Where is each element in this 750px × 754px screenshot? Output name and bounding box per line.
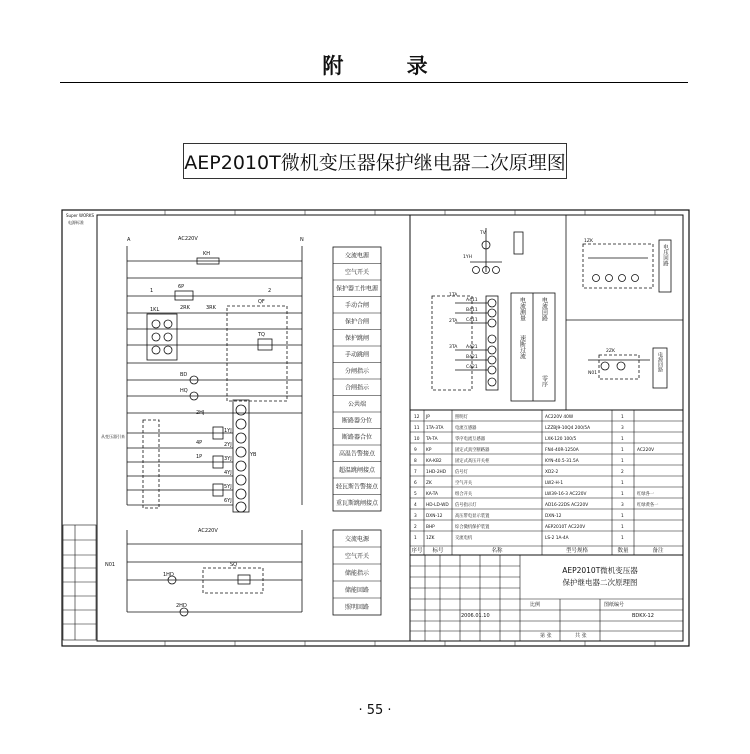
cell-qty: 1 (621, 492, 624, 497)
func-breaker-open: 断路器分位 (341, 417, 373, 425)
cell-qty: 3 (621, 426, 624, 431)
cell-tag: KP (426, 448, 432, 453)
cell-name: 综合微机保护装置 (455, 525, 490, 530)
right-label-n01: N01 (588, 371, 598, 376)
cell-tag: 1TA-3TA (426, 426, 444, 431)
func-ac-supply: 交流电源 (344, 252, 370, 260)
cell-index: 10 (414, 437, 420, 442)
title-block-name-line2: 保护继电器二次原理图 (562, 578, 638, 587)
ct-label-b411: B411 (466, 308, 478, 313)
cell-qty: 2 (621, 470, 624, 475)
tag-2: 2 (268, 288, 272, 294)
ct-label-3ta: 3TA (449, 345, 458, 350)
tag-hq: HQ (180, 388, 188, 394)
page-number: · 55 · (358, 703, 392, 718)
cell-model: LXK-120 100/5 (545, 437, 577, 442)
cell-tag: HD-LD-WD (426, 503, 449, 508)
cell-model: AC220V 40W (545, 415, 574, 420)
func-breaker-closed: 断路器合位 (341, 434, 373, 441)
func-storage-indicator: 储能指示 (344, 570, 370, 577)
cell-name: 高压带电显示装置 (455, 514, 490, 519)
func-common: 公共端 (347, 401, 367, 408)
table-row (414, 523, 624, 530)
cell-model: DXN-12 (545, 514, 562, 519)
cell-model: AEP2010T AC220V (545, 525, 586, 530)
control-circuit (127, 246, 302, 512)
cell-tag: TA-TA (426, 437, 438, 442)
tag-tq: TQ (258, 332, 265, 338)
cell-name: 固定式真空断路器 (455, 448, 490, 453)
tag-1hd: 1HD (163, 572, 174, 578)
ct-box-zero-seq: 零序 (540, 375, 548, 387)
ct-label-a411: A411 (466, 298, 478, 303)
table-row (414, 501, 659, 508)
vt-label-tv: TV (480, 231, 486, 236)
cell-model: KYN-40.5-31.5A (545, 459, 579, 464)
cell-qty: 1 (621, 459, 624, 464)
tag-1yj: 1YJ (224, 428, 232, 434)
parts-table-header (411, 546, 664, 554)
ct-box-measure: 电流测量 (518, 297, 526, 321)
ct-label-c421: C421 (466, 365, 478, 370)
ct-box-current-loop: 电流回路 (540, 297, 548, 321)
th-note: 备注 (652, 548, 664, 554)
ct-box-labels (519, 243, 669, 388)
right-label-1zk: 1ZK (584, 239, 593, 244)
cell-index: 2 (414, 525, 417, 530)
table-row (414, 446, 654, 453)
voltage-loop-box: 电压回路 (662, 244, 668, 266)
cell-index: 12 (414, 415, 420, 420)
table-row (414, 413, 624, 420)
func-heavy-gas-trip: 重瓦斯跳闸接点 (335, 500, 379, 507)
right-bus-label: N (300, 237, 304, 243)
tag-3rk: 3RK (206, 305, 216, 311)
ct-label-2ta: 2TA (449, 319, 458, 324)
ct-label-c411: C411 (466, 318, 478, 323)
table-row (414, 457, 624, 464)
cell-name: 照明灯 (455, 415, 468, 420)
cell-name: 信号指示灯 (455, 503, 477, 508)
th-qty: 数量 (617, 548, 629, 554)
tag-6p: 6P (178, 284, 185, 290)
title-block-total: 共 张 (575, 633, 587, 639)
tag-sq: SQ (230, 562, 238, 568)
tag-n01: N01 (105, 562, 116, 568)
diagram-title: AEP2010T微机变压器保护继电器二次原理图 (183, 143, 567, 179)
cell-index: 5 (414, 492, 417, 497)
cell-tag: ZK (426, 481, 432, 486)
cell-tag: KA-TA (426, 492, 438, 497)
table-row (414, 490, 655, 497)
cell-name: 固定式高压开关柜 (455, 459, 490, 464)
cell-tag: JP (426, 415, 430, 420)
tag-4p: 4P (196, 440, 203, 446)
cell-model: FN4-40R-1250A (545, 448, 579, 453)
cell-index: 7 (414, 470, 417, 475)
cell-name: 交流电机 (455, 536, 473, 541)
tag-1: 1 (150, 288, 154, 294)
cell-note: 红绿各一 (637, 492, 655, 497)
title-block-company: 图纸编号 (604, 602, 625, 608)
table-row (414, 468, 624, 475)
cell-qty: 1 (621, 437, 624, 442)
vt-section (470, 228, 523, 274)
ct-label-a421: A421 (466, 345, 478, 350)
tag-2hd: 2HD (176, 603, 187, 609)
table-row (414, 435, 624, 442)
cell-index: 4 (414, 503, 417, 508)
title-block-name-line1: AEP2010T微机变压器 (562, 566, 638, 575)
func-lighting-circuit: 照明回路 (344, 604, 370, 611)
cell-index: 6 (414, 481, 417, 486)
cell-name: 零序电流互感器 (455, 437, 486, 442)
table-row (414, 534, 624, 541)
cell-index: 9 (414, 448, 417, 453)
ct-box-overcurrent: 速断过流 (518, 335, 526, 359)
vt-label-1yh: 1YH (463, 255, 472, 260)
control-circuit-labels (101, 236, 304, 504)
func-protect-trip: 保护跳闸 (344, 335, 370, 342)
cell-qty: 1 (621, 514, 624, 519)
cell-qty: 1 (621, 525, 624, 530)
corner-subtitle: 电源标准 (68, 220, 84, 225)
aux-circuit-labels (105, 528, 237, 609)
bottom-ac-label: AC220V (198, 528, 218, 534)
page-header: 附 录 (322, 54, 456, 78)
func-bottom-ac: 交流电源 (344, 536, 370, 543)
title-block-drawing-no: BDKX-12 (632, 613, 654, 619)
func-protect-close: 保护合闸 (344, 318, 370, 326)
tag-5yj: 5YJ (224, 484, 232, 490)
func-over-temp-trip: 超温跳闸接点 (338, 467, 376, 474)
func-air-switch: 空气开关 (344, 269, 370, 276)
top-ac-label: AC220V (178, 236, 198, 242)
corner-stamp (66, 213, 94, 225)
cell-model: LW39-16-3 AC220V (545, 492, 587, 497)
func-protector-power: 保护器工作电源 (335, 285, 379, 293)
transformer-feed-note: 从变压器引来 (101, 434, 125, 439)
func-light-gas-alarm: 轻瓦斯告警接点 (335, 483, 379, 491)
function-table-bottom (333, 530, 381, 615)
title-block-text (461, 565, 654, 639)
cell-model: AD16-22DS AC220V (545, 503, 589, 508)
table-row (414, 424, 624, 431)
title-block-scale-label: 比例 (530, 602, 541, 608)
cell-model: LZZBJ9-10Q4 200/5A (545, 426, 591, 431)
cell-tag: 1HD-2HD (426, 470, 447, 475)
tag-3yj: 3YJ (224, 456, 232, 462)
corner-brand: Super WORKS (66, 213, 95, 218)
tag-4yj: 4YJ (224, 470, 232, 476)
func-storage-circuit: 储能回路 (344, 587, 370, 594)
cell-note: AC220V (637, 448, 655, 453)
tag-1kl: 1KL (150, 307, 160, 313)
func-bottom-air: 空气开关 (344, 553, 370, 560)
th-model: 型号规格 (565, 548, 589, 554)
cell-name: 空气开关 (455, 481, 473, 486)
tag-2yj: 2YJ (224, 442, 232, 448)
title-block-date: 2006.01.10 (461, 613, 490, 619)
ct-label-1ta: 1TA (449, 293, 458, 298)
table-row (414, 479, 624, 486)
tag-2hj: 2HJ (196, 410, 205, 416)
func-open-indicator: 分闸指示 (344, 368, 370, 375)
table-row (414, 512, 624, 519)
left-bus-label: A (127, 237, 131, 243)
cell-tag: BHP (426, 525, 435, 530)
func-manual-trip: 手动跳闸 (344, 351, 370, 359)
cell-qty: 1 (621, 448, 624, 453)
th-name: 名称 (491, 548, 503, 554)
cell-qty: 1 (621, 481, 624, 486)
cell-model: LS-2 1A-4A (545, 536, 569, 541)
tag-qf: QF (258, 299, 265, 305)
cell-note: 红绿黄各一 (637, 503, 659, 508)
cell-model: XD2-2 (545, 470, 559, 475)
cell-model: LW2-H-1 (545, 481, 564, 486)
th-tag: 标号 (432, 548, 444, 554)
cell-index: 1 (414, 536, 417, 541)
cell-name: 组合开关 (455, 492, 473, 497)
cell-qty: 1 (621, 536, 624, 541)
right-label-2zk: 2ZK (606, 349, 615, 354)
left-margin-revision-table (63, 525, 96, 640)
title-block-grid (410, 555, 683, 641)
cell-index: 3 (414, 514, 417, 519)
cell-index: 11 (414, 426, 420, 431)
title-block-sheet: 第 张 (540, 633, 552, 639)
ct-label-b421: B421 (466, 355, 478, 360)
tag-yb: YB (250, 452, 257, 458)
tag-bd: BD (180, 372, 188, 378)
cell-qty: 3 (621, 503, 624, 508)
cell-tag: KA-KB2 (426, 459, 442, 464)
cell-tag: 1ZK (426, 536, 435, 541)
func-manual-close: 手动合闸 (344, 302, 370, 309)
cell-tag: DXN-12 (426, 514, 443, 519)
tag-6yj: 6YJ (224, 498, 232, 504)
tag-1p: 1P (196, 454, 203, 460)
th-index: 序号 (411, 548, 423, 554)
cell-name: 信号灯 (455, 470, 468, 475)
cell-qty: 1 (621, 415, 624, 420)
func-close-indicator: 合闸指示 (344, 384, 370, 392)
tag-2rk: 2RK (180, 305, 190, 311)
func-high-temp-alarm: 高温告警接点 (338, 450, 376, 458)
cell-index: 8 (414, 459, 417, 464)
cell-name: 电流互感器 (455, 426, 477, 431)
power-loop-box: 电源回路 (657, 352, 663, 372)
function-table-top (333, 247, 381, 511)
aux-circuit (127, 530, 302, 616)
relay-part-label: KH (203, 251, 211, 257)
